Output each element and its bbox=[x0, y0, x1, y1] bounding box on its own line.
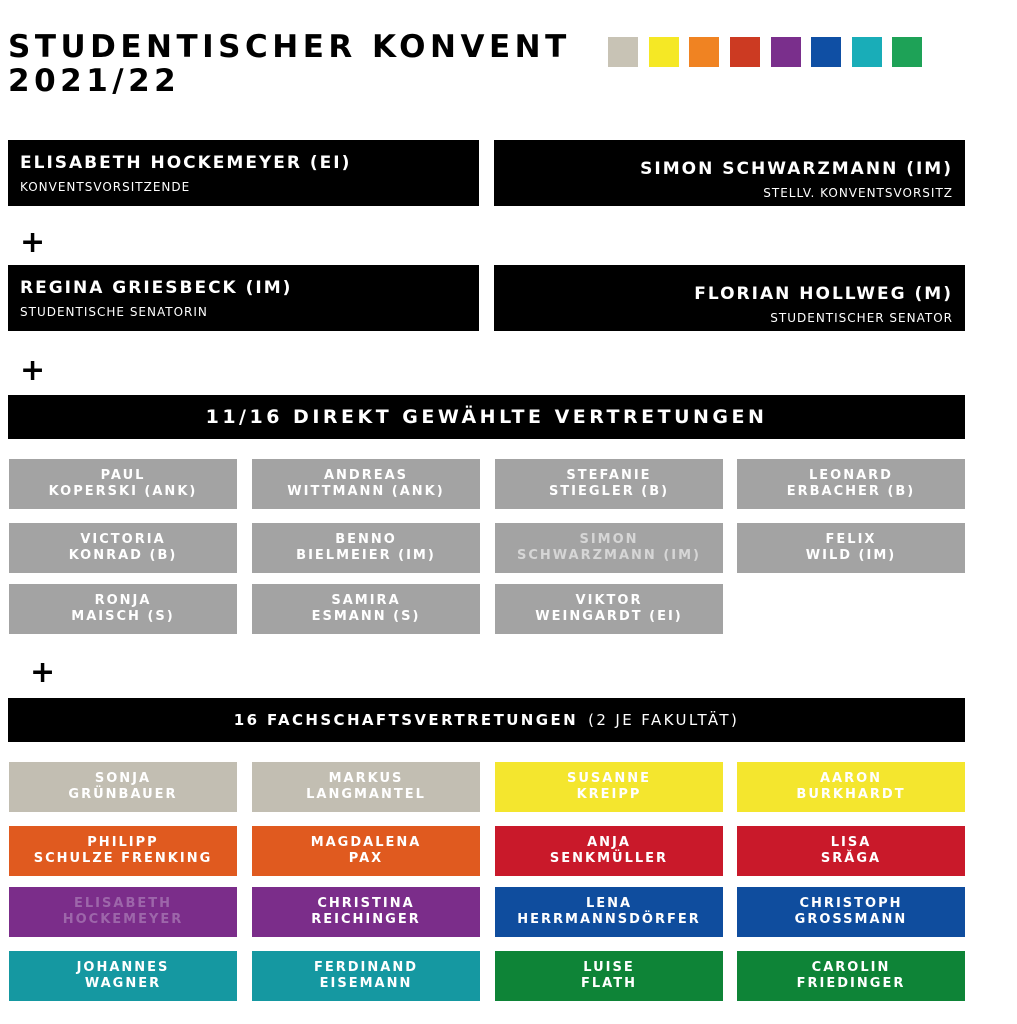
member-last-name: FRIEDINGER bbox=[796, 976, 906, 991]
faculty-representatives-heading bbox=[8, 698, 965, 742]
member-first-name: AARON bbox=[819, 771, 883, 786]
swatch-purple bbox=[771, 37, 801, 67]
faculty-member-card bbox=[495, 762, 723, 812]
faculty-member-card bbox=[737, 826, 965, 876]
member-first-name: SAMIRA bbox=[331, 593, 401, 608]
member-last-name: SCHWARZMANN (IM) bbox=[517, 548, 701, 563]
member-last-name: MAISCH (S) bbox=[71, 609, 175, 624]
role-senator-2 bbox=[494, 265, 965, 331]
role-senator-1 bbox=[8, 265, 479, 331]
plus-sign: + bbox=[30, 655, 56, 690]
direct-member-card bbox=[9, 523, 237, 573]
swatch-teal bbox=[852, 37, 882, 67]
title-line-1: STUDENTISCHER KONVENT bbox=[8, 29, 571, 65]
direct-member-card bbox=[737, 523, 965, 573]
member-last-name: WILD (IM) bbox=[805, 548, 897, 563]
faculty-member-card bbox=[495, 826, 723, 876]
role-title: STUDENTISCHE SENATORIN bbox=[20, 305, 208, 319]
member-first-name: LUISE bbox=[583, 960, 635, 975]
member-first-name: CHRISTOPH bbox=[799, 896, 903, 911]
role-title: KONVENTSVORSITZENDE bbox=[20, 180, 191, 194]
faculty-member-card bbox=[252, 826, 480, 876]
member-last-name: SCHULZE FRENKING bbox=[33, 851, 213, 866]
faculty-member-card bbox=[9, 826, 237, 876]
swatch-green bbox=[892, 37, 922, 67]
member-last-name: PAX bbox=[348, 851, 384, 866]
direct-member-card bbox=[495, 584, 723, 634]
direct-member-card bbox=[252, 523, 480, 573]
direct-member-card bbox=[252, 584, 480, 634]
faculty-member-card bbox=[252, 762, 480, 812]
faculty-member-card bbox=[737, 887, 965, 937]
faculty-member-card-duplicate bbox=[9, 887, 237, 937]
faculty-member-card bbox=[9, 951, 237, 1001]
member-first-name: MAGDALENA bbox=[310, 835, 422, 850]
member-first-name: ANDREAS bbox=[323, 468, 409, 483]
member-last-name: WEINGARDT (EI) bbox=[535, 609, 683, 624]
member-first-name: JOHANNES bbox=[76, 960, 170, 975]
member-first-name: SONJA bbox=[94, 771, 152, 786]
faculty-member-card bbox=[252, 951, 480, 1001]
role-name: SIMON SCHWARZMANN (IM) bbox=[640, 159, 953, 179]
member-first-name: CHRISTINA bbox=[317, 896, 415, 911]
member-last-name: FLATH bbox=[581, 976, 637, 991]
role-name: ELISABETH HOCKEMEYER (EI) bbox=[20, 153, 352, 173]
faculty-member-card bbox=[737, 762, 965, 812]
direct-member-card bbox=[9, 584, 237, 634]
member-first-name: LENA bbox=[585, 896, 633, 911]
member-first-name: MARKUS bbox=[328, 771, 404, 786]
member-last-name: GRÜNBAUER bbox=[68, 787, 178, 802]
member-last-name: LANGMANTEL bbox=[306, 787, 426, 802]
member-first-name: PAUL bbox=[100, 468, 146, 483]
role-name: REGINA GRIESBECK (IM) bbox=[20, 278, 293, 298]
member-first-name: SIMON bbox=[579, 532, 639, 547]
member-first-name: SUSANNE bbox=[567, 771, 651, 786]
member-last-name: REICHINGER bbox=[311, 912, 421, 927]
swatch-red bbox=[730, 37, 760, 67]
page-title bbox=[8, 30, 571, 98]
member-first-name: BENNO bbox=[335, 532, 397, 547]
direct-member-card bbox=[495, 459, 723, 509]
member-last-name: STIEGLER (B) bbox=[548, 484, 670, 499]
member-first-name: FERDINAND bbox=[313, 960, 418, 975]
member-first-name: CAROLIN bbox=[811, 960, 891, 975]
role-chair bbox=[8, 140, 479, 206]
direct-member-card bbox=[252, 459, 480, 509]
faculty-member-card bbox=[737, 951, 965, 1001]
faculty-heading-note: (2 JE FAKULTÄT) bbox=[588, 711, 740, 729]
role-title: STELLV. KONVENTSVORSITZ bbox=[763, 186, 953, 200]
plus-sign: + bbox=[20, 225, 46, 260]
member-last-name: WAGNER bbox=[84, 976, 162, 991]
title-line-2: 2021/22 bbox=[8, 63, 181, 99]
member-first-name: STEFANIE bbox=[566, 468, 652, 483]
member-last-name: KREIPP bbox=[576, 787, 642, 802]
direct-member-card bbox=[9, 459, 237, 509]
member-first-name: FELIX bbox=[825, 532, 877, 547]
member-last-name: HOCKEMEYER bbox=[62, 912, 184, 927]
plus-sign: + bbox=[20, 353, 46, 388]
member-last-name: SRĂGA bbox=[820, 851, 882, 866]
role-vice-chair bbox=[494, 140, 965, 206]
member-first-name: ELISABETH bbox=[74, 896, 172, 911]
member-last-name: BIELMEIER (IM) bbox=[296, 548, 436, 563]
member-first-name: RONJA bbox=[94, 593, 152, 608]
swatch-grey bbox=[608, 37, 638, 67]
faculty-member-card bbox=[495, 951, 723, 1001]
faculty-heading-main: 16 FACHSCHAFTSVERTRETUNGEN bbox=[233, 711, 579, 729]
swatch-blue bbox=[811, 37, 841, 67]
faculty-member-card bbox=[495, 887, 723, 937]
direct-representatives-heading: 11/16 DIREKT GEWÄHLTE VERTRETUNGEN bbox=[8, 395, 965, 439]
member-first-name: VIKTOR bbox=[575, 593, 643, 608]
member-first-name: LISA bbox=[830, 835, 872, 850]
member-last-name: HERRMANNSDÖRFER bbox=[517, 912, 701, 927]
role-title: STUDENTISCHER SENATOR bbox=[770, 311, 953, 325]
member-first-name: VICTORIA bbox=[80, 532, 166, 547]
direct-member-card bbox=[737, 459, 965, 509]
member-last-name: KONRAD (B) bbox=[68, 548, 178, 563]
faculty-member-card bbox=[9, 762, 237, 812]
member-last-name: WITTMANN (ANK) bbox=[287, 484, 445, 499]
member-first-name: ANJA bbox=[587, 835, 631, 850]
member-last-name: KOPERSKI (ANK) bbox=[48, 484, 198, 499]
member-last-name: EISEMANN bbox=[319, 976, 413, 991]
member-first-name: LEONARD bbox=[809, 468, 893, 483]
member-last-name: SENKMÜLLER bbox=[549, 851, 669, 866]
role-name: FLORIAN HOLLWEG (M) bbox=[694, 284, 953, 304]
member-last-name: ERBACHER (B) bbox=[786, 484, 916, 499]
swatch-orange bbox=[689, 37, 719, 67]
member-last-name: GROSSMANN bbox=[794, 912, 908, 927]
faculty-member-card bbox=[252, 887, 480, 937]
swatch-yellow bbox=[649, 37, 679, 67]
member-first-name: PHILIPP bbox=[87, 835, 159, 850]
direct-member-card-duplicate bbox=[495, 523, 723, 573]
member-last-name: ESMANN (S) bbox=[311, 609, 421, 624]
member-last-name: BURKHARDT bbox=[796, 787, 906, 802]
